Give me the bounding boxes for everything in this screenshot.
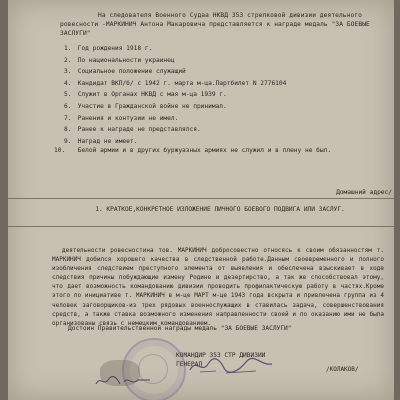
section-divider (8, 226, 394, 227)
handwritten-signature (186, 354, 276, 378)
intro-paragraph (60, 12, 380, 38)
list-item: 4. Кандидат ВКП/б/ с 1942 г. марта м-ца.Партбилет N 2776104 (64, 79, 287, 87)
merit-description (52, 246, 384, 328)
list-item: 3. Социальное положение служащий (64, 68, 186, 76)
commander-name: /КОЛАКОВ/ (326, 366, 359, 373)
personal-details-list (54, 43, 384, 155)
list-item: 5. Служит в Органах НКВД с мая м-ца 1939 г. (64, 91, 227, 99)
section-divider (8, 198, 394, 199)
document-page (8, 0, 394, 400)
merit-text: деятельности ровесностина тов. МАРКИНИЧ добросовестно относясь к своим обязанностям т. МАРКИНИЧ добился хорошего качества в следственной работе.Данным своевременного и полного изобличения следствием преступного элемента от выявления и обеспечена взыскивает в ходе следствия причины побуждающие измену Родине и дезертирство, а так же способствовал этому, что дает возможность командованию дивизии проводить профилактическую работу в частях.Кроме этого по инициативе т. МАРКИНИЧ в м-це МАРТ м-це 1943 года вскрыта и привлечена группа из 4 человек заговорщиков-из трех рядовых военнослужащих в ставилась задача, совершенствования средств, а также ставка возможного изменения направленности своей и по оказанию ими не была организованы связь с немецким командованием. (52, 247, 384, 327)
list-item: 7. Ранения и контузии не имел. (64, 114, 179, 122)
list-item: 6. Участие в Гражданской войне не принимал. (64, 102, 227, 110)
commander-rank: ГЕНЕРАЛ (176, 361, 203, 368)
address-note: Домашний адрес/ (336, 189, 392, 196)
commander-title: КОМАНДИР 353 СТР ДИВИЗИИ (176, 352, 266, 359)
list-item: 8. Ранее к награде не представлялся. (64, 126, 201, 134)
list-item: 1. Год рождения 1918 г. (64, 45, 153, 52)
list-item: 9. Наград не имеет. (64, 137, 138, 145)
list-item: 2. По национальности украинец (64, 56, 175, 64)
conclusion-line: Достоин Правительственной награды медаль "ЗА БОЕВЫЕ ЗАСЛУГИ" (68, 325, 292, 332)
handwritten-date (94, 372, 154, 390)
list-item: 10. Белой армии и в других буржуазных армиях не служил и в плену не был. (54, 147, 332, 155)
section-title: 1. КРАТКОЕ,КОНКРЕТНОЕ ИЗЛОЖЕНИЕ ЛИЧНОГО БОЕВОГО ПОДВИГА ИЛИ ЗАСЛУГ. (95, 206, 345, 213)
intro-text: На следователя Военного Судаа НКВД 353 стрелковой дивизии деятельного ровесности -МАРКИНИЧ Антона Макаровича представляется к награде медаль "ЗА БОЕВЫЕ ЗАСЛУГИ" (60, 12, 370, 37)
